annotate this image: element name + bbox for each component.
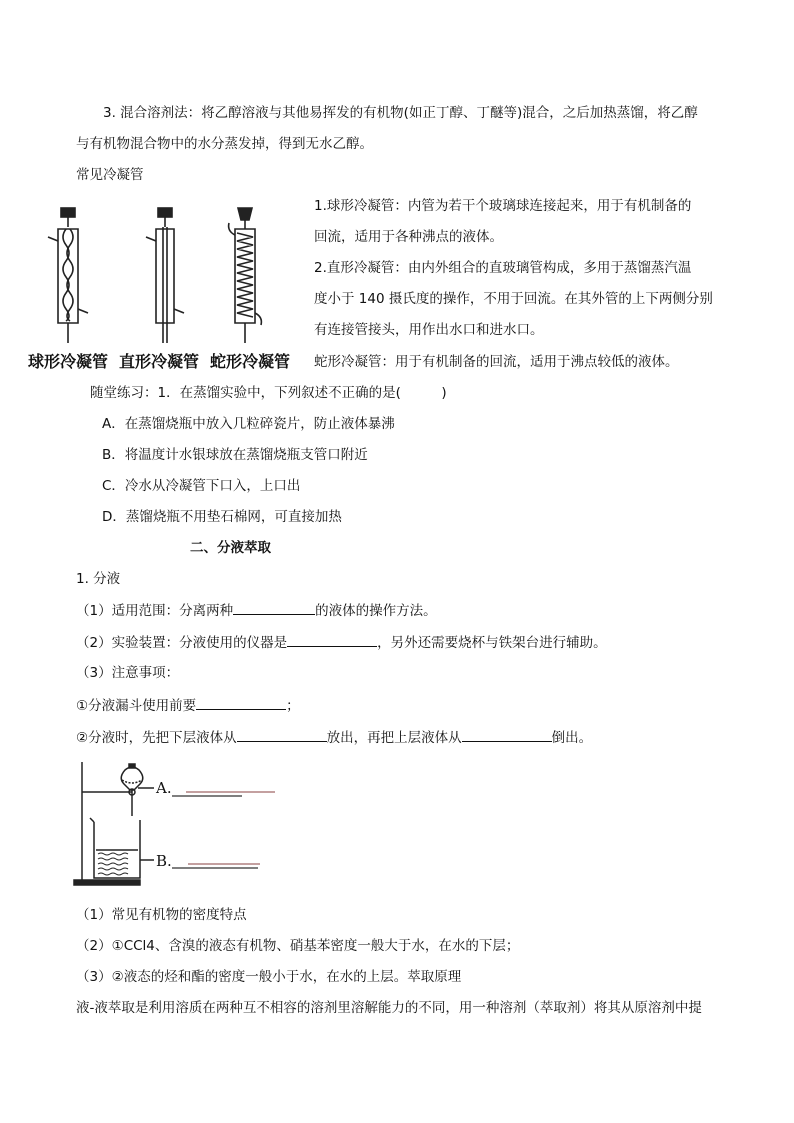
desc-line-3: 2.直形冷凝管：由内外组合的直玻璃管构成，多用于蒸馏蒸汽温 <box>314 260 692 276</box>
answer-blank-1[interactable] <box>233 600 315 615</box>
answer-blank-3[interactable] <box>196 695 286 710</box>
desc-line-5: 有连接管接头，用作出水口和进水口。 <box>314 322 544 338</box>
density-line-3: （3）②液态的烃和酯的密度一般小于水，在水的上层。萃取原理 <box>76 969 462 985</box>
practice-option-a: A．在蒸馏烧瓶中放入几粒碎瓷片，防止液体暴沸 <box>102 416 395 432</box>
note2-text-c: 倒出。 <box>551 730 593 746</box>
caption-ball-condenser: 球形冷凝管 <box>28 352 109 371</box>
density-line-2: （2）①CCl4、含溴的液态有机物、硝基苯密度一般大于水，在水的下层； <box>76 938 520 954</box>
density-line-4: 液-液萃取是利用溶质在两种互不相容的溶剂里溶解能力的不同，用一种溶剂（萃取剂）将其从原溶剂中提 <box>76 1000 702 1016</box>
desc-line-2: 回流，适用于各种沸点的液体。 <box>314 229 503 245</box>
desc-line-4: 度小于 140 摄氏度的操作，不用于回流。在其外管的上下两侧分别 <box>314 291 713 307</box>
caption-straight-condenser: 直形冷凝管 <box>119 352 200 371</box>
method3-line2: 与有机物混合物中的水分蒸发掉，得到无水乙醇。 <box>76 136 373 152</box>
caption-coil-condenser: 蛇形冷凝管 <box>210 352 291 371</box>
note1-text-a: ①分液漏斗使用前要 <box>76 698 197 714</box>
note1 <box>76 695 300 716</box>
note1-text-b: ； <box>286 698 300 714</box>
item1 <box>76 600 437 621</box>
section-title: 二、分液萃取 <box>190 540 271 556</box>
practice-question: 随堂练习：1．在蒸馏实验中，下列叙述不正确的是( ) <box>90 385 447 401</box>
item1-text-b: 的液体的操作方法。 <box>315 603 437 619</box>
practice-option-c: C．冷水从冷凝管下口入，上口出 <box>102 478 301 494</box>
note2 <box>76 727 592 748</box>
item1-text-a: （1）适用范围：分离两种 <box>76 603 234 619</box>
item2-text-a: （2）实验装置：分液使用的仪器是 <box>76 635 288 651</box>
item3: （3）注意事项： <box>76 665 180 681</box>
answer-blank-2[interactable] <box>287 632 377 647</box>
answer-blank-5[interactable] <box>462 727 552 742</box>
sub-heading: 1. 分液 <box>76 571 121 587</box>
item2-text-b: ，另外还需要烧杯与铁架台进行辅助。 <box>377 635 607 651</box>
note2-text-a: ②分液时，先把下层液体从 <box>76 730 237 746</box>
condenser-illustrations <box>30 205 330 350</box>
practice-option-d: D．蒸馏烧瓶不用垫石棉网，可直接加热 <box>102 509 342 525</box>
condensers-heading: 常见冷凝管 <box>76 167 144 183</box>
density-line-1: （1）常见有机物的密度特点 <box>76 907 247 923</box>
item2 <box>76 632 607 653</box>
practice-option-b: B．将温度计水银球放在蒸馏烧瓶支管口附近 <box>102 447 368 463</box>
desc-line-6: 蛇形冷凝管：用于有机制备的回流，适用于沸点较低的液体。 <box>314 354 679 370</box>
method3-line1: 3. 混合溶剂法：将乙醇溶液与其他易挥发的有机物(如正丁醇、丁醚等)混合，之后加热蒸馏，将乙醇 <box>103 105 698 121</box>
diagram-label-a: A. <box>156 779 172 797</box>
desc-line-1: 1.球形冷凝管：内管为若干个玻璃球连接起来，用于有机制备的 <box>314 198 692 214</box>
answer-blank-4[interactable] <box>237 727 327 742</box>
note2-text-b: 放出，再把上层液体从 <box>326 730 462 746</box>
separatory-funnel-diagram <box>70 760 280 890</box>
diagram-label-b: B. <box>156 852 172 870</box>
